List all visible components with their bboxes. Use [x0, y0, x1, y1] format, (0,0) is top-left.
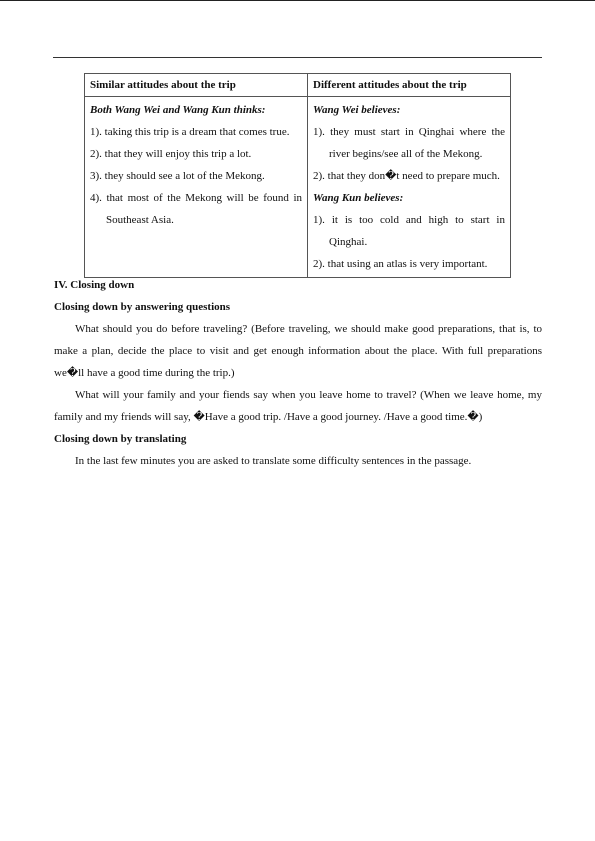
- question-paragraph-1: What should you do before traveling? (Before traveling, we should make good preparations, that is, to make a plan, decide the place to visit and get enough information about the place. With full preparations we�ll have a good time during the trip.): [54, 323, 542, 379]
- table-body-row: [85, 97, 511, 278]
- header-rule: [53, 57, 542, 58]
- similar-item: 3). they should see a lot of the Mekong.: [90, 170, 265, 182]
- similar-cell: [85, 97, 308, 278]
- header-similar: Similar attitudes about the trip: [85, 74, 308, 97]
- wang-kun-item: 2). that using an atlas is very important.: [313, 258, 488, 270]
- similar-item: 1). taking this trip is a dream that comes true.: [90, 126, 290, 138]
- similar-item: 4). that most of the Mekong will be found in Southeast Asia.: [90, 192, 302, 226]
- section-title: IV. Closing down: [54, 279, 135, 291]
- wang-wei-item: 1). they must start in Qinghai where the river begins/see all of the Mekong.: [313, 126, 505, 160]
- subsection-translating-title: Closing down by translating: [54, 433, 187, 445]
- similar-item: 2). that they will enjoy this trip a lot.: [90, 148, 252, 160]
- wang-kun-item: 1). it is too cold and high to start in Qinghai.: [313, 214, 505, 248]
- similar-heading: Both Wang Wei and Wang Kun thinks:: [90, 104, 266, 116]
- table-header-row: [85, 74, 511, 97]
- translating-paragraph: In the last few minutes you are asked to translate some difficulty sentences in the passage.: [75, 455, 472, 467]
- question-paragraph-2: What will your family and your fiends say when you leave home to travel? (When we leave home, my family and my friends will say, �Have a good trip. /Have a good journey. /Have a good time.�): [54, 389, 542, 423]
- page-top-border: [0, 0, 595, 1]
- wang-wei-heading: Wang Wei believes:: [313, 104, 401, 116]
- attitudes-table: [84, 73, 511, 278]
- wang-wei-item: 2). that they don�t need to prepare much.: [313, 170, 500, 182]
- header-different: Different attitudes about the trip: [308, 74, 511, 97]
- closing-section: [54, 274, 542, 472]
- different-cell: [308, 97, 511, 278]
- wang-kun-heading: Wang Kun believes:: [313, 192, 404, 204]
- subsection-questions-title: Closing down by answering questions: [54, 301, 231, 313]
